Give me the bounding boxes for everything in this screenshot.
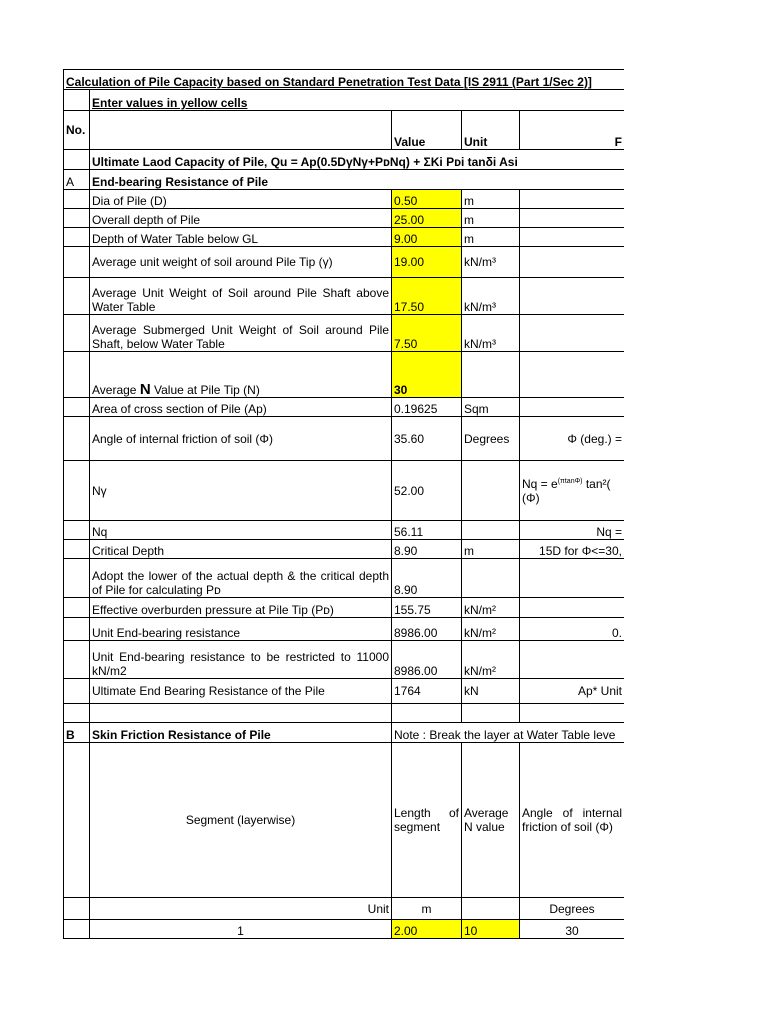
param-label: Nq <box>90 521 392 540</box>
param-label: Unit End-bearing resistance to be restricted to 11000 kN/m2 <box>90 641 392 679</box>
blank-cell <box>64 190 90 209</box>
header-unit: Unit <box>462 111 520 150</box>
section-b-note: Note : Break the layer at Water Table leve <box>392 723 625 743</box>
pile-depth-input[interactable]: 25.00 <box>392 209 462 228</box>
unit-weight-above-wt-input[interactable]: 17.50 <box>392 278 462 315</box>
label-n-symbol: N <box>139 381 151 398</box>
label-prefix: Average <box>92 383 140 397</box>
blank-cell <box>64 704 90 723</box>
param-value: 1764 <box>392 679 462 704</box>
param-unit: kN/m² <box>462 641 520 679</box>
header-formula: F <box>520 111 625 150</box>
label-suffix: Value at Pile Tip (N) <box>150 383 260 397</box>
blank-cell <box>520 704 625 723</box>
section-b-title: Skin Friction Resistance of Pile <box>90 723 392 743</box>
param-unit: kN <box>462 679 520 704</box>
blank-cell <box>64 150 90 170</box>
param-label: Angle of internal friction of soil (Φ) <box>90 417 392 461</box>
param-formula: Φ (deg.) = <box>520 417 625 461</box>
instructions-note: Enter values in yellow cells <box>90 90 625 111</box>
segment-header: Segment (layerwise) <box>90 743 392 898</box>
blank-cell <box>64 278 90 315</box>
param-label: Critical Depth <box>90 540 392 559</box>
segment-number: 1 <box>90 920 392 939</box>
blank-cell <box>64 247 90 278</box>
param-label: Area of cross section of Pile (Ap) <box>90 398 392 417</box>
header-value: Value <box>392 111 462 150</box>
param-formula: 15D for Φ<=30, <box>520 540 625 559</box>
param-unit: kN/m² <box>462 598 520 618</box>
param-formula <box>520 559 625 598</box>
param-unit <box>462 521 520 540</box>
blank-cell <box>64 618 90 641</box>
blank-cell <box>64 228 90 247</box>
param-unit: m <box>462 209 520 228</box>
spreadsheet <box>63 69 624 949</box>
param-label: Unit End-bearing resistance <box>90 618 392 641</box>
param-formula: 0. <box>520 618 625 641</box>
capacity-formula: Ultimate Laod Capacity of Pile, Qu = Ap(0.5DγNγ+PᴅNq) + ΣKi Pᴅi tanδi Asi <box>90 150 625 170</box>
param-unit: kN/m³ <box>462 278 520 315</box>
length-unit: m <box>392 898 462 920</box>
param-value: 8986.00 <box>392 641 462 679</box>
blank-cell <box>64 898 90 920</box>
blank-cell <box>392 704 462 723</box>
param-formula: Ap* Unit <box>520 679 625 704</box>
header-description <box>90 111 392 150</box>
param-label <box>90 352 392 398</box>
blank-cell <box>64 461 90 521</box>
blank-cell <box>64 598 90 618</box>
param-formula <box>520 278 625 315</box>
blank-cell <box>64 641 90 679</box>
param-unit: kN/m² <box>462 618 520 641</box>
param-label: Average Unit Weight of Soil around Pile Shaft above Water Table <box>90 278 392 315</box>
blank-cell <box>64 920 90 939</box>
angle-header: Angle of internal friction of soil (Φ) <box>520 743 625 898</box>
param-unit <box>462 461 520 521</box>
param-formula: Nq = <box>520 521 625 540</box>
segment-length-input[interactable]: 2.00 <box>392 920 462 939</box>
param-label: Adopt the lower of the actual depth & the critical depth of Pile for calculating Pᴅ <box>90 559 392 598</box>
blank-cell <box>64 90 90 111</box>
sheet-title: Calculation of Pile Capacity based on Standard Penetration Test Data [IS 2911 (Part 1/Sec 2)] <box>64 70 625 90</box>
param-value: 8986.00 <box>392 618 462 641</box>
pile-diameter-input[interactable]: 0.50 <box>392 190 462 209</box>
param-value: 8.90 <box>392 540 462 559</box>
param-label: Average Submerged Unit Weight of Soil around Pile Shaft, below Water Table <box>90 315 392 352</box>
blank-cell <box>64 679 90 704</box>
param-formula <box>520 461 625 521</box>
formula-part: tan²( <box>582 476 611 491</box>
avg-n-header: Average N value <box>462 743 520 898</box>
param-value: 155.75 <box>392 598 462 618</box>
param-formula <box>520 598 625 618</box>
segment-angle: 30 <box>520 920 625 939</box>
param-label: Overall depth of Pile <box>90 209 392 228</box>
param-value: 52.00 <box>392 461 462 521</box>
angle-unit: Degrees <box>520 898 625 920</box>
param-unit: Degrees <box>462 417 520 461</box>
blank-cell <box>64 352 90 398</box>
param-formula <box>520 398 625 417</box>
blank-cell <box>90 704 392 723</box>
param-label: Effective overburden pressure at Pile Tip (Pᴅ) <box>90 598 392 618</box>
param-formula <box>520 209 625 228</box>
param-value: 35.60 <box>392 417 462 461</box>
section-a-title: End-bearing Resistance of Pile <box>90 170 625 190</box>
header-no: No. <box>64 111 90 150</box>
submerged-unit-weight-input[interactable]: 7.50 <box>392 315 462 352</box>
param-value: 56.11 <box>392 521 462 540</box>
n-value-tip-input[interactable]: 30 <box>392 352 462 398</box>
param-formula <box>520 352 625 398</box>
formula-exponent: (πtanΦ) <box>557 477 583 485</box>
blank-cell <box>64 521 90 540</box>
param-value: 8.90 <box>392 559 462 598</box>
param-label: Nγ <box>90 461 392 521</box>
param-label: Ultimate End Bearing Resistance of the Pile <box>90 679 392 704</box>
param-unit <box>462 559 520 598</box>
blank-cell <box>64 209 90 228</box>
units-label: Unit <box>90 898 392 920</box>
avg-n-unit <box>462 898 520 920</box>
param-formula <box>520 641 625 679</box>
param-formula <box>520 315 625 352</box>
segment-n-input[interactable]: 10 <box>462 920 520 939</box>
param-value: 0.19625 <box>392 398 462 417</box>
blank-cell <box>64 743 90 898</box>
section-a-id: A <box>64 170 90 190</box>
formula-part: Nq = e <box>522 476 558 491</box>
param-unit: m <box>462 540 520 559</box>
length-header: Length of segment <box>392 743 462 898</box>
water-table-depth-input[interactable]: 9.00 <box>392 228 462 247</box>
formula-part: (Φ) <box>522 490 540 505</box>
pile-capacity-table <box>63 69 624 939</box>
section-b-id: B <box>64 723 90 743</box>
blank-cell <box>64 540 90 559</box>
blank-cell <box>462 704 520 723</box>
blank-cell <box>64 398 90 417</box>
param-unit <box>462 352 520 398</box>
param-formula <box>520 228 625 247</box>
param-unit: kN/m³ <box>462 247 520 278</box>
blank-cell <box>64 315 90 352</box>
param-unit: Sqm <box>462 398 520 417</box>
blank-cell <box>64 559 90 598</box>
param-formula <box>520 190 625 209</box>
param-formula <box>520 247 625 278</box>
param-unit: m <box>462 190 520 209</box>
param-unit: m <box>462 228 520 247</box>
param-label: Depth of Water Table below GL <box>90 228 392 247</box>
blank-cell <box>64 417 90 461</box>
param-label: Dia of Pile (D) <box>90 190 392 209</box>
param-unit: kN/m³ <box>462 315 520 352</box>
param-label: Average unit weight of soil around Pile Tip (γ) <box>90 247 392 278</box>
unit-weight-tip-input[interactable]: 19.00 <box>392 247 462 278</box>
